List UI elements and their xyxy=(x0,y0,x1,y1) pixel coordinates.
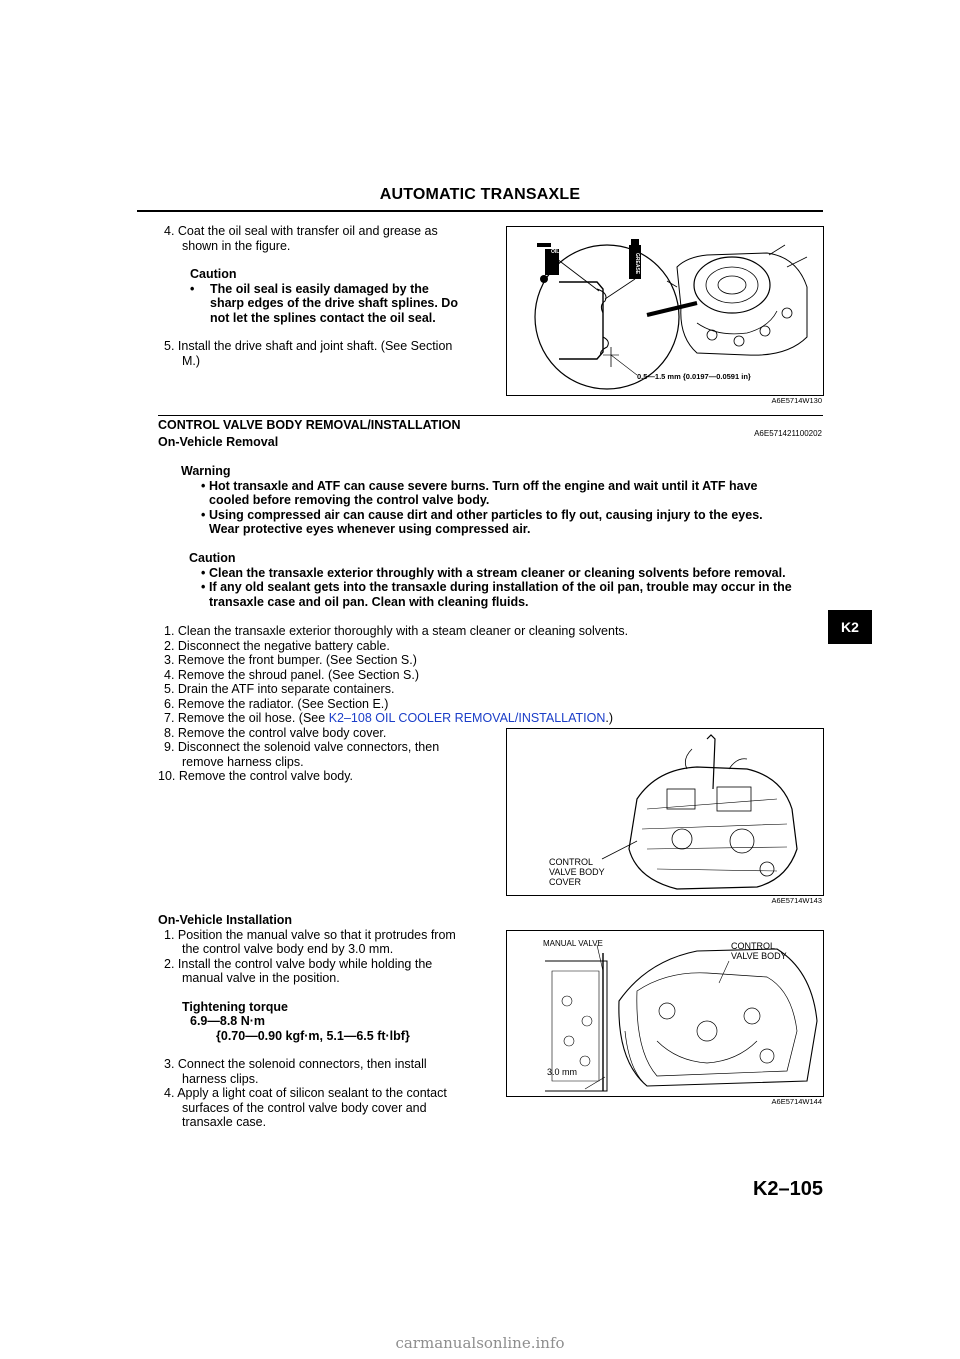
watermark: carmanualsonline.info xyxy=(395,1334,565,1352)
step-5-line1: 5. Install the drive shaft and joint shaft. (See Section xyxy=(164,339,453,353)
removal-step: 1. Clean the transaxle exterior thoroughly with a steam cleaner or cleaning solvents. xyxy=(164,624,629,638)
step7-text: 7. Remove the oil hose. (See xyxy=(164,711,329,725)
caution2-1: Clean the transaxle exterior throughly with a stream cleaner or cleaning solvents before removal. xyxy=(209,565,786,580)
manual-valve-label: MANUAL VALVE xyxy=(543,939,603,948)
manual-valve-figure xyxy=(506,930,824,1097)
warning-1b: cooled before removing the control valve body. xyxy=(209,493,490,507)
step-4-line2: shown in the figure. xyxy=(182,238,291,253)
removal-step: 8. Remove the control valve body cover. xyxy=(164,725,387,740)
cover-label xyxy=(549,857,605,887)
removal-step-7 xyxy=(164,711,824,726)
section-tab: K2 xyxy=(828,610,872,644)
removal-step: 6. Remove the radiator. (See Section E.) xyxy=(164,696,389,711)
oil-seal-steps xyxy=(164,224,484,368)
removal-step: remove harness clips. xyxy=(182,754,304,769)
removal-step: 10. Remove the control valve body. xyxy=(158,769,354,783)
installation-block xyxy=(158,913,488,1130)
page-number: K2–105 xyxy=(752,1178,823,1200)
removal-step: 3. Remove the front bumper. (See Section S.) xyxy=(164,653,417,667)
removal-step: 4. Remove the shroud panel. (See Section S.) xyxy=(164,667,420,682)
oil-cooler-link[interactable]: K2–108 OIL COOLER REMOVAL/INSTALLATION xyxy=(328,711,606,725)
figure1-code: A6E5714W130 xyxy=(771,396,822,405)
install-step-2a: 2. Install the control valve body while holding the xyxy=(164,956,433,971)
removal-step: 2. Disconnect the negative battery cable. xyxy=(164,638,390,653)
step-4-line1: 4. Coat the oil seal with transfer oil and grease as xyxy=(164,224,438,238)
caution-line1: The oil seal is easily damaged by the xyxy=(210,281,429,296)
torque-value-alt: {0.70—0.90 kgf·m, 5.1—6.5 ft·lbf} xyxy=(216,1028,410,1043)
cvb-label-line2: VALVE BODY xyxy=(731,951,787,961)
step-5-line2: M.) xyxy=(182,353,201,368)
install-step-3b: harness clips. xyxy=(182,1071,259,1086)
caution2-2b: transaxle case and oil pan. Clean with cleaning fluids. xyxy=(209,594,529,609)
install-step-1b: the control valve body end by 3.0 mm. xyxy=(182,942,394,956)
caution-block xyxy=(189,551,829,609)
removal-step: 5. Drain the ATF into separate containers. xyxy=(164,682,395,696)
valve-body-cover-figure xyxy=(506,728,824,896)
warning-block xyxy=(181,464,821,537)
torque-value: 6.9—8.8 N·m xyxy=(190,1014,266,1028)
bullet-icon: • xyxy=(201,507,206,522)
control-valve-body-label xyxy=(731,941,787,961)
section-title: CONTROL VALVE BODY REMOVAL/INSTALLATION xyxy=(158,418,461,432)
caution-title: Caution xyxy=(190,267,237,281)
figure3-code: A6E5714W144 xyxy=(771,1097,822,1106)
warning-2a: Using compressed air can cause dirt and other particles to fly out, causing injury to the eyes. xyxy=(209,507,763,522)
caution-line3: not let the splines contact the oil seal. xyxy=(210,310,436,325)
cover-label-line1: CONTROL xyxy=(549,857,594,867)
install-step-4c: transaxle case. xyxy=(182,1115,267,1129)
bullet-icon: • xyxy=(190,281,195,296)
figure2-code: A6E5714W143 xyxy=(771,896,822,905)
torque-title: Tightening torque xyxy=(182,999,289,1014)
caution-line2: sharp edges of the drive shaft splines. Do xyxy=(210,296,458,310)
section-code: A6E571421100202 xyxy=(754,429,822,438)
protrusion-dimension: 3.0 mm xyxy=(547,1067,578,1077)
caution2-2a: If any old sealant gets into the transaxle during installation of the oil pan, trouble may occur in the xyxy=(209,580,792,594)
removal-step: 9. Disconnect the solenoid valve connectors, then xyxy=(164,740,440,754)
install-step-2b: manual valve in the position. xyxy=(182,971,340,985)
warning-title: Warning xyxy=(181,464,231,478)
warning-1a: Hot transaxle and ATF can cause severe burns. Turn off the engine and wait until it ATF have xyxy=(209,478,758,493)
grease-label: GREASE xyxy=(634,253,640,275)
step7-end: .) xyxy=(605,711,614,725)
bullet-icon: • xyxy=(201,478,206,493)
warning-2b: Wear protective eyes whenever using compressed air. xyxy=(209,522,531,536)
oil-label: OIL xyxy=(551,249,560,255)
removal-title: On-Vehicle Removal xyxy=(158,435,279,449)
install-step-4b: surfaces of the control valve body cover and xyxy=(182,1100,427,1115)
section-rule xyxy=(158,415,823,416)
page-header-title: AUTOMATIC TRANSAXLE xyxy=(379,186,581,203)
install-step-3a: 3. Connect the solenoid connectors, then install xyxy=(164,1057,427,1071)
install-step-4a: 4. Apply a light coat of silicon sealant to the contact xyxy=(164,1086,447,1100)
cover-label-line3: COVER xyxy=(549,877,582,887)
clearance-dimension: 0.5—1.5 mm {0.0197—0.0591 in} xyxy=(637,372,751,381)
installation-title: On-Vehicle Installation xyxy=(158,913,293,927)
caution-bullet xyxy=(164,282,484,326)
cvb-label-line1: CONTROL xyxy=(731,941,776,951)
bullet-icon: • xyxy=(201,565,206,580)
header-rule xyxy=(137,210,823,212)
oil-seal-figure xyxy=(506,226,824,396)
install-step-1a: 1. Position the manual valve so that it protrudes from xyxy=(164,927,456,942)
caution2-title: Caution xyxy=(189,551,236,565)
bullet-icon: • xyxy=(201,580,206,594)
cover-label-line2: VALVE BODY xyxy=(549,867,605,877)
